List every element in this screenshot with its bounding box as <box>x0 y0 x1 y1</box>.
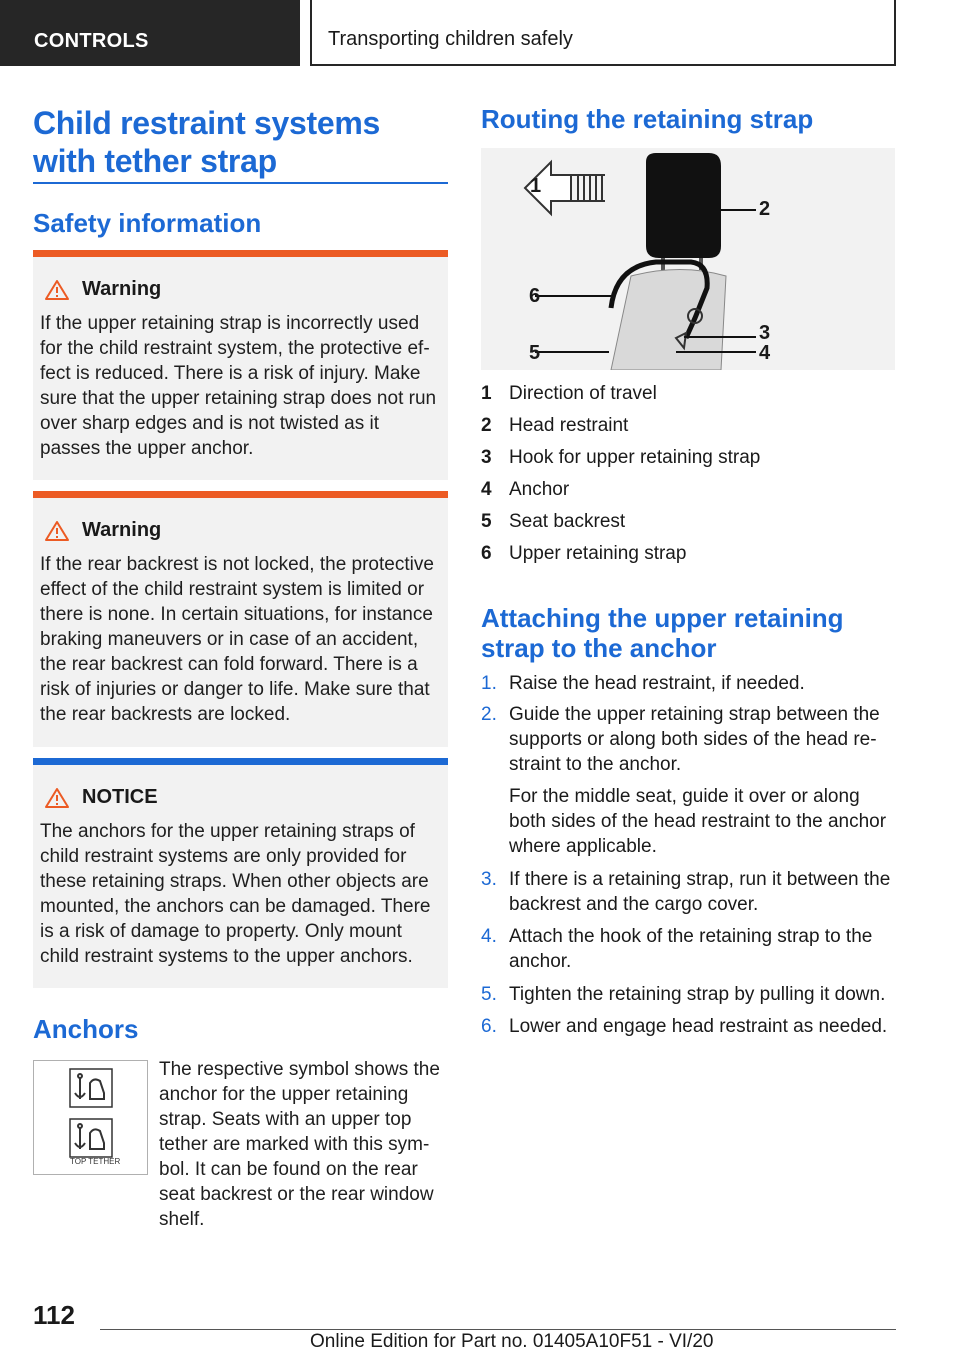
figure-label-3: 3 <box>759 322 771 344</box>
legend-item: 4 Anchor <box>481 479 570 500</box>
warning-label: Warning <box>82 278 162 300</box>
figure-label-5: 5 <box>529 342 541 364</box>
warning-box-2 <box>33 491 448 747</box>
warning-triangle-icon <box>44 520 70 542</box>
chapter-title: Transporting children safely <box>310 0 896 66</box>
figure-label-2: 2 <box>759 198 771 220</box>
page-title: Child restraint systems with tether strap <box>33 105 381 179</box>
step-item: 2. Guide the upper retaining strap between the supports or along both sides of the head restraint to the anchor. <box>481 704 880 775</box>
figure-label-1: 1 <box>530 175 542 197</box>
routing-heading: Routing the retaining strap <box>481 104 814 134</box>
warning-label: Warning <box>82 519 162 541</box>
legend-item: 5 Seat backrest <box>481 511 626 532</box>
warning-box-1 <box>33 250 448 480</box>
anchors-text: The respective symbol shows the anchor for the upper retaining strap. Seats with an upper top tether are marked with this symbol. It can be found on the rear seat backrest or the rear window shelf. <box>159 1059 440 1230</box>
notice-triangle-icon <box>44 787 70 809</box>
step-item: 4. Attach the hook of the retaining strap to the anchor. <box>481 926 873 972</box>
head-restraint-shape <box>646 153 721 258</box>
legend-item: 6 Upper retaining strap <box>481 543 687 564</box>
step-item: 6. Lower and engage head restraint as needed. <box>481 1016 888 1037</box>
step-item: 3. If there is a retaining strap, run it between the backrest and the cargo cover. <box>481 869 891 915</box>
legend-item: 3 Hook for upper retaining strap <box>481 447 761 468</box>
warning-text: If the rear backrest is not locked, the protective effect of the child restraint system is limited or there is none. In certain situations, for instance braking maneuvers or in case of an accident, the rear backrest can fold forward. There is a risk of injuries or danger to life. Make sure that the rear backrests are locked. <box>40 554 434 725</box>
routing-diagram-svg <box>481 148 895 370</box>
legend-item: 2 Head restraint <box>481 415 629 436</box>
page-number: 112 <box>33 1300 75 1330</box>
notice-text: The anchors for the upper retaining straps of child restraint systems are only provided for these retaining straps. When other objects are mounted, the anchors can be damaged. There is a risk of damage to property. Only mount child restraint systems to the upper anchors. <box>40 821 431 967</box>
legend-item: 1 Direction of travel <box>481 383 657 404</box>
top-tether-symbol-image <box>33 1060 148 1175</box>
routing-diagram <box>481 148 895 370</box>
section-tab: CONTROLS <box>0 0 300 66</box>
attach-heading: Attaching the upper retaining strap to the anchor <box>481 603 844 663</box>
title-rule <box>33 182 448 184</box>
anchors-heading: Anchors <box>33 1014 139 1044</box>
safety-heading: Safety information <box>33 208 262 238</box>
symbol-caption: TOP TETHER <box>70 1157 121 1166</box>
figure-label-4: 4 <box>759 342 771 364</box>
anchors-text-wrap <box>159 1057 449 1232</box>
notice-bar <box>33 758 448 765</box>
edition-text: Online Edition for Part no. 01405A10F51 - VI/20 <box>310 1331 714 1352</box>
warning-bar <box>33 250 448 257</box>
figure-label-6: 6 <box>529 285 541 307</box>
footer-rule <box>100 1329 896 1330</box>
step-item: 1. Raise the head restraint, if needed. <box>481 673 805 694</box>
notice-label: NOTICE <box>82 786 158 808</box>
step-subtext: For the middle seat, guide it over or along both sides of the head restraint to the anchor where applicable. <box>509 786 887 857</box>
step-item: 5. Tighten the retaining strap by pulling it down. <box>481 984 886 1005</box>
warning-text: If the upper retaining strap is incorrectly used for the child restraint system, the protective effect is reduced. There is a risk of injury. Make sure that the upper retaining strap does not run over sharp edges and is not twisted as it passes the upper anchor. <box>40 313 437 459</box>
warning-bar <box>33 491 448 498</box>
warning-triangle-icon <box>44 279 70 301</box>
notice-box <box>33 758 448 988</box>
